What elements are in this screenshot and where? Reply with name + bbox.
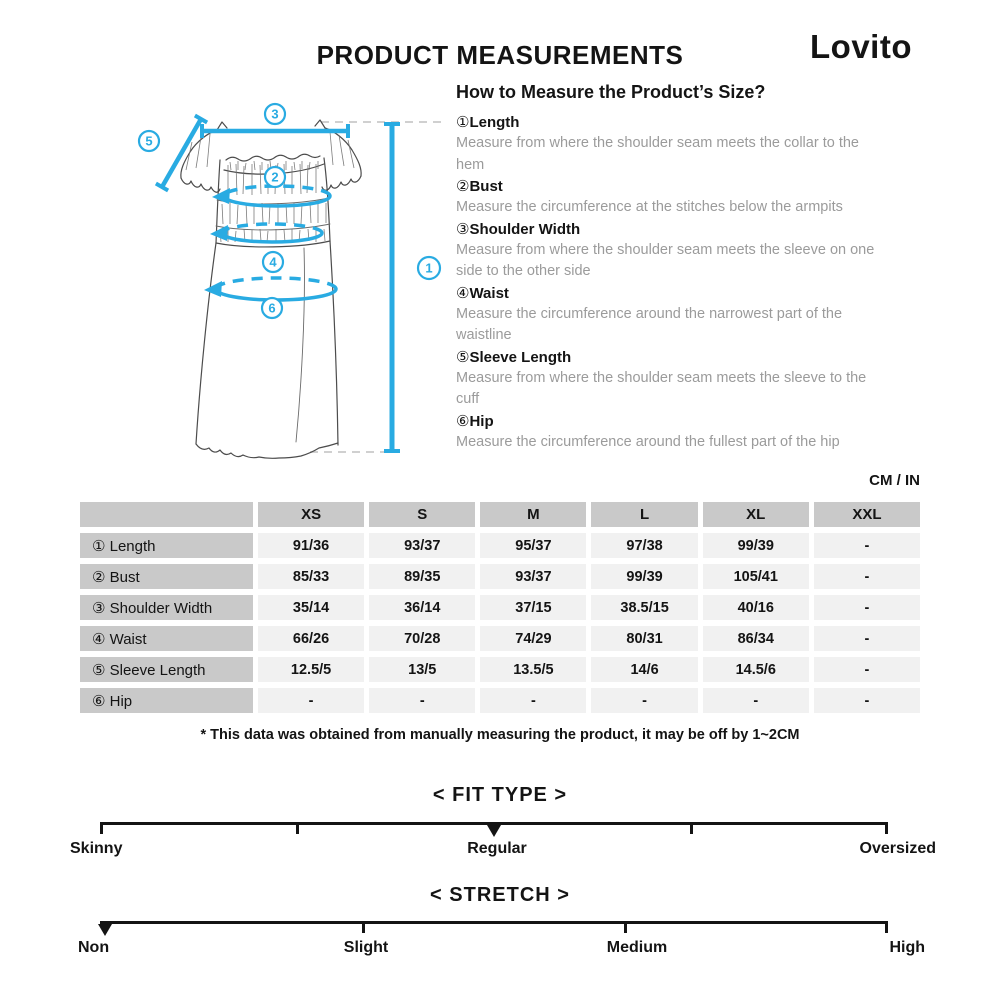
table-value: 74/29: [480, 626, 586, 651]
table-value: 13/5: [369, 657, 475, 682]
size-header-s: S: [369, 502, 475, 527]
table-value: 99/39: [703, 533, 809, 558]
table-value: 80/31: [591, 626, 697, 651]
fit-type-marker: [487, 825, 501, 837]
size-header-xl: XL: [703, 502, 809, 527]
marker-5: 5: [145, 133, 153, 149]
table-value: 35/14: [258, 595, 364, 620]
size-header-xxl: XXL: [814, 502, 920, 527]
measure-item-hip: [456, 411, 930, 454]
fit-label-oversized: Oversized: [859, 840, 936, 857]
table-value: -: [814, 688, 920, 713]
fit-label-skinny: Skinny: [70, 840, 123, 857]
shoulder-width-indicator: [202, 124, 348, 138]
table-corner-cell: [80, 502, 253, 527]
item-number: ⑥: [456, 412, 470, 430]
item-number: ⑤: [456, 348, 470, 366]
waist-indicator: [210, 224, 322, 242]
marker-3: 3: [271, 106, 279, 122]
table-value: 40/16: [703, 595, 809, 620]
item-description: Measure the circumference at the stitches below the armpits: [456, 199, 843, 215]
size-table: [80, 502, 920, 713]
item-title: Length: [469, 114, 520, 131]
fit-type-labels: [60, 840, 940, 862]
table-value: 91/36: [258, 533, 364, 558]
table-value: -: [814, 564, 920, 589]
fit-type-scale: [100, 822, 888, 825]
table-value: 93/37: [480, 564, 586, 589]
row-label-hip: ⑥ Hip: [80, 688, 253, 713]
measurement-note: * This data was obtained from manually measuring the product, it may be off by 1~2CM: [200, 727, 800, 743]
table-value: 86/34: [703, 626, 809, 651]
reference-dashes: [310, 122, 444, 452]
stretch-label-high: High: [889, 939, 925, 956]
row-label-shoulder-width: ③ Shoulder Width: [80, 595, 253, 620]
table-value: -: [258, 688, 364, 713]
item-number: ③: [456, 220, 470, 238]
marker-2: 2: [271, 169, 279, 185]
item-title: Waist: [469, 284, 509, 302]
measure-item-waist: [456, 283, 930, 347]
diagram-markers: [139, 104, 440, 318]
marker-6: 6: [268, 300, 276, 316]
units-label: CM / IN: [869, 472, 920, 489]
table-value: -: [369, 688, 475, 713]
stretch-label-non: Non: [78, 939, 110, 956]
marker-1: 1: [425, 260, 433, 276]
size-header-m: M: [480, 502, 586, 527]
stretch-labels: [60, 939, 940, 961]
item-number: ①: [456, 114, 470, 131]
stretch-title: < STRETCH >: [430, 884, 570, 906]
size-header-l: L: [591, 502, 697, 527]
hip-indicator: [204, 278, 336, 300]
table-value: 66/26: [258, 626, 364, 651]
brand-logo: Lovito: [810, 28, 912, 65]
table-value: 14.5/6: [703, 657, 809, 682]
fit-label-regular: Regular: [467, 840, 527, 857]
item-title: Sleeve Length: [469, 348, 572, 366]
item-title: Hip: [469, 412, 494, 430]
scale-tick: [100, 825, 103, 834]
row-label-length: ① Length: [80, 533, 253, 558]
item-title: Shoulder Width: [469, 220, 581, 238]
table-value: -: [814, 657, 920, 682]
table-value: 105/41: [703, 564, 809, 589]
scale-tick: [690, 825, 693, 834]
table-value: 95/37: [480, 533, 586, 558]
how-to-measure-heading: How to Measure the Product’s Size?: [456, 82, 766, 102]
row-label-bust: ② Bust: [80, 564, 253, 589]
table-value: 14/6: [591, 657, 697, 682]
scale-tick: [362, 924, 365, 933]
table-value: 85/33: [258, 564, 364, 589]
table-value: 97/38: [591, 533, 697, 558]
table-value: 37/15: [480, 595, 586, 620]
size-header-xs: XS: [258, 502, 364, 527]
stretch-label-slight: Slight: [343, 939, 389, 956]
item-number: ④: [456, 284, 470, 302]
item-description: Measure the circumference around the fullest part of the hip: [456, 433, 840, 450]
table-value: 13.5/5: [480, 657, 586, 682]
length-indicator: [384, 124, 400, 451]
page-title: PRODUCT MEASUREMENTS: [316, 40, 684, 70]
scale-tick: [296, 825, 299, 834]
table-value: -: [814, 595, 920, 620]
how-to-measure-section: [456, 82, 930, 453]
scale-tick: [885, 825, 888, 834]
measure-item-sleeve-length: [456, 347, 930, 411]
dress-measurement-diagram: [100, 80, 450, 475]
table-value: 36/14: [369, 595, 475, 620]
item-description: Measure from where the shoulder seam meets the sleeve on one side to the other side: [456, 241, 875, 279]
table-value: 38.5/15: [591, 595, 697, 620]
stretch-scale: [100, 921, 888, 924]
table-value: -: [814, 533, 920, 558]
scale-tick: [885, 924, 888, 933]
row-label-sleeve-length: ⑤ Sleeve Length: [80, 657, 253, 682]
item-description: Measure from where the shoulder seam meets the sleeve to the cuff: [456, 369, 867, 407]
row-label-waist: ④ Waist: [80, 626, 253, 651]
measure-item-shoulder-width: [456, 219, 930, 283]
measure-item-length: [456, 112, 930, 176]
bust-indicator: [212, 186, 330, 206]
stretch-marker: [98, 924, 112, 936]
table-value: -: [591, 688, 697, 713]
item-description: Measure the circumference around the narrowest part of the waistline: [456, 305, 843, 343]
table-value: -: [814, 626, 920, 651]
table-value: 89/35: [369, 564, 475, 589]
marker-4: 4: [269, 254, 277, 270]
item-number: ②: [456, 178, 470, 195]
table-value: 93/37: [369, 533, 475, 558]
table-value: 99/39: [591, 564, 697, 589]
fit-type-title: < FIT TYPE >: [432, 784, 568, 806]
table-value: -: [480, 688, 586, 713]
scale-tick: [624, 924, 627, 933]
measure-item-bust: [456, 176, 930, 219]
table-value: -: [703, 688, 809, 713]
item-description: Measure from where the shoulder seam meets the collar to the hem: [456, 135, 859, 173]
table-value: 12.5/5: [258, 657, 364, 682]
table-value: 70/28: [369, 626, 475, 651]
item-title: Bust: [469, 178, 503, 195]
stretch-label-medium: Medium: [606, 939, 668, 956]
